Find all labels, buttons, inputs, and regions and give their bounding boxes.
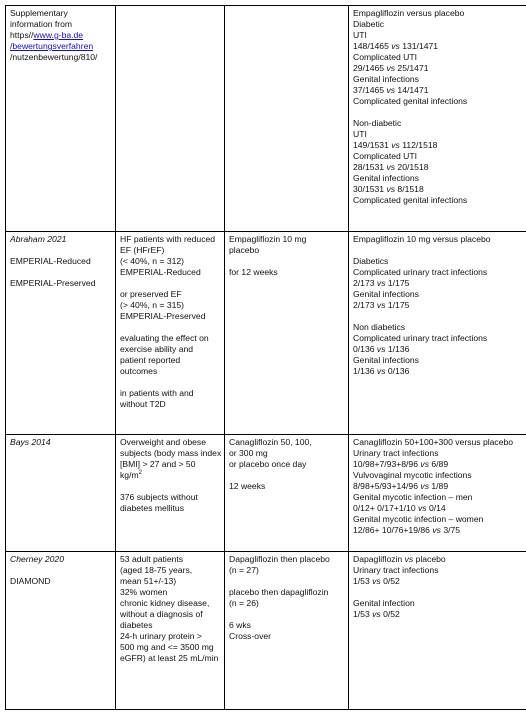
cell-line: 6 wks xyxy=(229,620,251,630)
cell-line: UTI xyxy=(353,30,367,40)
cell-line: Vulvovaginal mycotic infections xyxy=(353,470,472,480)
cell-line: Cross-over xyxy=(229,631,272,641)
cell-line: information from xyxy=(10,19,73,29)
cell-line: 500 mg and <= 3500 mg xyxy=(120,642,214,652)
cell-line: diabetes xyxy=(120,620,153,630)
study-cell xyxy=(6,552,116,710)
cell-line: Complicated urinary tract infections xyxy=(353,333,488,343)
population-cell xyxy=(116,552,225,710)
cell-line: Empagliflozin 10 mg xyxy=(229,234,307,244)
cell-line: EF (HFrEF) xyxy=(120,245,165,255)
cell-line: Complicated urinary tract infections xyxy=(353,267,488,277)
source-link[interactable]: www.g-ba.de xyxy=(33,30,84,40)
intervention-cell xyxy=(225,6,349,232)
cell-line: Diabetic xyxy=(353,19,385,29)
cell-line: (n = 26) xyxy=(229,598,259,608)
cell-line: or placebo once day xyxy=(229,459,307,469)
cell-line: EMPERIAL-Preserved xyxy=(120,311,206,321)
outcomes-cell xyxy=(349,232,526,435)
intervention-cell xyxy=(225,435,349,552)
cell-line: or preserved EF xyxy=(120,289,182,299)
cell-line: 2/173 vs 1/175 xyxy=(353,278,410,288)
cell-line: 12/86+ 10/76+19/86 vs 3/75 xyxy=(353,525,461,535)
cell-line: 148/1465 vs 131/1471 xyxy=(353,41,439,51)
source-link-path[interactable]: /bewertungsverfahren xyxy=(10,41,94,51)
cell-line: (aged 18-75 years, xyxy=(120,565,193,575)
cell-line: Urinary tract infections xyxy=(353,448,439,458)
study-cell xyxy=(6,232,116,435)
table-row xyxy=(6,6,526,232)
cell-line: placebo then dapagliflozin xyxy=(229,587,329,597)
cell-line: 0/12+ 0/17+1/10 vs 0/14 xyxy=(353,503,446,513)
cell-line: chronic kidney disease, xyxy=(120,598,210,608)
cell-line: Genital mycotic infection – men xyxy=(353,492,473,502)
cell-line: patient reported xyxy=(120,355,181,365)
cell-line: 24-h urinary protein > xyxy=(120,631,202,641)
unit-text: kg/m xyxy=(120,470,139,480)
cell-line: Complicated UTI xyxy=(353,151,417,161)
cell-line: for 12 weeks xyxy=(229,267,278,277)
cell-line: Complicated genital infections xyxy=(353,96,468,106)
cell-line: without T2D xyxy=(120,399,166,409)
cell-line: 0/136 vs 1/136 xyxy=(353,344,410,354)
cell-line: 53 adult patients xyxy=(120,554,184,564)
cell-line: Complicated genital infections xyxy=(353,195,468,205)
outcomes-cell xyxy=(349,6,526,232)
cell-line: Genital infections xyxy=(353,355,419,365)
evidence-table xyxy=(5,5,526,710)
intervention-cell xyxy=(225,232,349,435)
study-cell xyxy=(6,6,116,232)
cell-line: Diabetics xyxy=(353,256,389,266)
outcomes-cell xyxy=(349,552,526,710)
table-row xyxy=(6,232,526,435)
cell-line: 1/53 vs 0/52 xyxy=(353,609,400,619)
cell-line: EMPERIAL-Reduced xyxy=(10,256,91,266)
cell-line: or 300 mg xyxy=(229,448,268,458)
outcomes-cell xyxy=(349,435,526,552)
cell-line: 149/1531 vs 112/1518 xyxy=(353,140,438,150)
cell-line: without a diagnosis of xyxy=(120,609,203,619)
study-cell xyxy=(6,435,116,552)
cell-line: exercise ability and xyxy=(120,344,194,354)
cell-line: 28/1531 vs 20/1518 xyxy=(353,162,429,172)
url-prefix: https// xyxy=(10,30,34,40)
cell-line: Genital infections xyxy=(353,289,419,299)
cell-line: UTI xyxy=(353,129,367,139)
cell-line: 32% women xyxy=(120,587,168,597)
cell-line: Empagliflozin 10 mg versus placebo xyxy=(353,234,491,244)
cell-line: diabetes mellitus xyxy=(120,503,185,513)
population-cell xyxy=(116,6,225,232)
cell-line: Empagliflozin versus placebo xyxy=(353,8,465,18)
table-row xyxy=(6,435,526,552)
cell-line: [BMI] > 27 and > 50 xyxy=(120,459,196,469)
cell-line: 1/53 vs 0/52 xyxy=(353,576,400,586)
population-cell xyxy=(116,435,225,552)
cell-line: outcomes xyxy=(120,366,158,376)
population-cell xyxy=(116,232,225,435)
cell-line: 376 subjects without xyxy=(120,492,198,502)
cell-line: (> 40%, n = 315) xyxy=(120,300,185,310)
cell-line: in patients with and xyxy=(120,388,194,398)
cell-line: Canagliflozin 50+100+300 versus placebo xyxy=(353,437,514,447)
cell-line: Genital infections xyxy=(353,173,419,183)
cell-line: 2/173 vs 1/175 xyxy=(353,300,410,310)
cell-line: evaluating the effect on xyxy=(120,333,209,343)
cell-line: placebo xyxy=(229,245,260,255)
cell-line: Genital infections xyxy=(353,74,419,84)
cell-line: (n = 27) xyxy=(229,565,259,575)
cell-line: subjects (body mass index xyxy=(120,448,222,458)
cell-line: Dapagliflozin vs placebo xyxy=(353,554,446,564)
cell-line: HF patients with reduced xyxy=(120,234,216,244)
study-name: Cherney 2020 xyxy=(10,554,64,564)
unit-superscript: 2 xyxy=(138,470,142,477)
source-url-line xyxy=(10,30,112,41)
intervention-cell xyxy=(225,552,349,710)
cell-line: Genital mycotic infection – women xyxy=(353,514,484,524)
cell-line: Non-diabetic xyxy=(353,118,402,128)
cell-line: 29/1465 vs 25/1471 xyxy=(353,63,429,73)
cell-line: 30/1531 vs 8/1518 xyxy=(353,184,424,194)
study-name: Abraham 2021 xyxy=(10,234,67,244)
cell-line: 1/136 vs 0/136 xyxy=(353,366,410,376)
cell-line: mean 51+/-13) xyxy=(120,576,177,586)
cell-line: 37/1465 vs 14/1471 xyxy=(353,85,429,95)
cell-line: Overweight and obese xyxy=(120,437,206,447)
cell-line: eGFR) at least 25 mL/min xyxy=(120,653,219,663)
cell-line: EMPERIAL-Preserved xyxy=(10,278,96,288)
cell-line: Complicated UTI xyxy=(353,52,417,62)
unit-line xyxy=(120,470,221,481)
cell-line: Urinary tract infections xyxy=(353,565,439,575)
cell-line: Dapagliflozin then placebo xyxy=(229,554,330,564)
cell-line: Canagliflozin 50, 100, xyxy=(229,437,312,447)
cell-line: 8/98+5/93+14/96 vs 1/89 xyxy=(353,481,449,491)
study-name: Bays 2014 xyxy=(10,437,51,447)
cell-line: 10/98+7/93+8/96 vs 6/89 xyxy=(353,459,449,469)
cell-line: 12 weeks xyxy=(229,481,266,491)
cell-line: (< 40%, n = 312) xyxy=(120,256,185,266)
cell-line: Supplementary xyxy=(10,8,68,18)
cell-line: Non diabetics xyxy=(353,322,406,332)
cell-line: EMPERIAL-Reduced xyxy=(120,267,201,277)
cell-line: DIAMOND xyxy=(10,576,51,586)
cell-line: /nutzenbewertung/810/ xyxy=(10,52,98,62)
cell-line: Genital infection xyxy=(353,598,415,608)
table-row xyxy=(6,552,526,710)
